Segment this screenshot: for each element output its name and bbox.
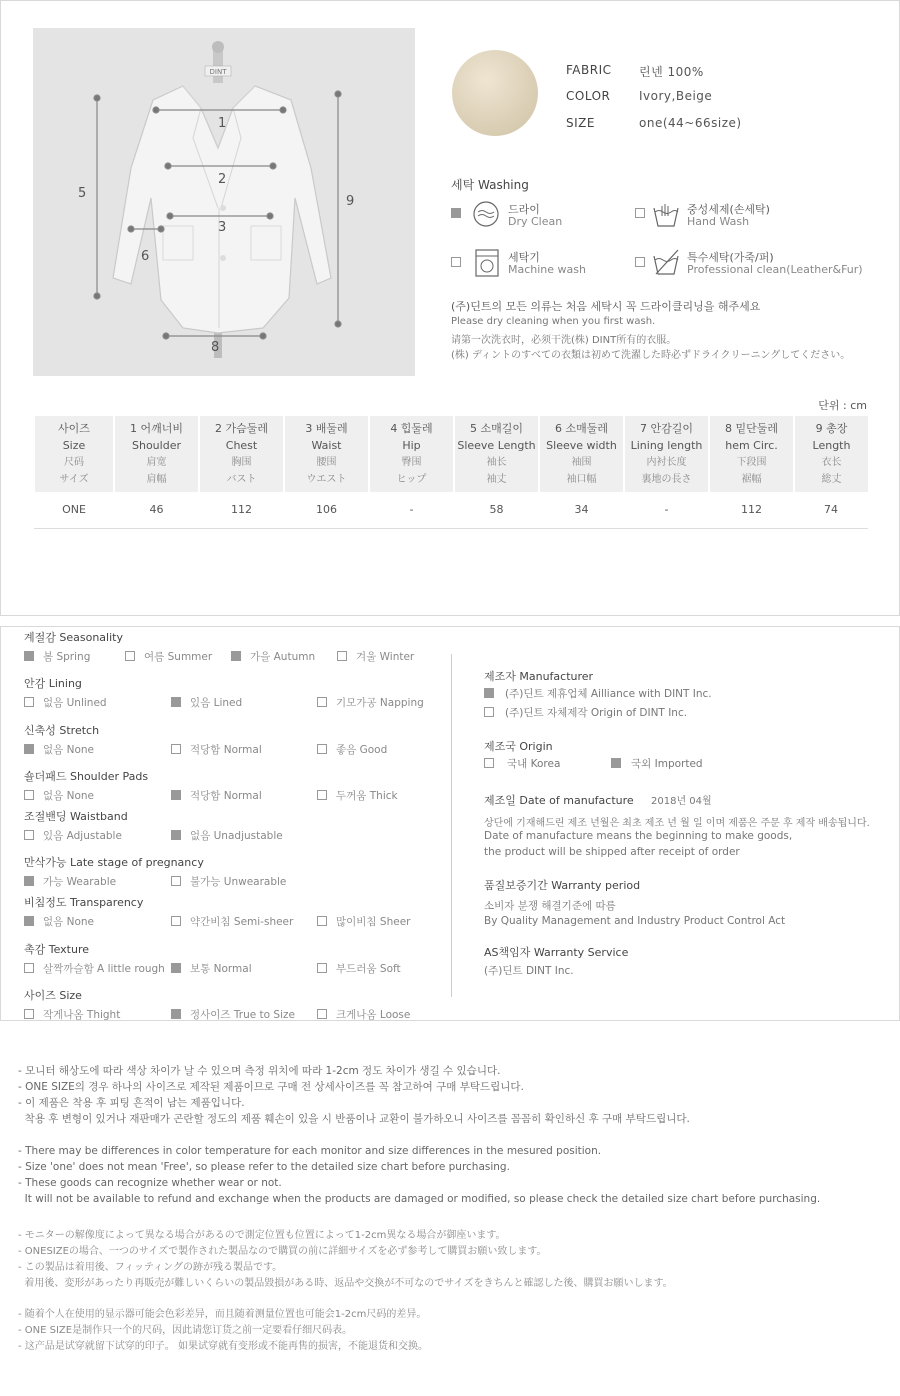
header-line: hem Circ.: [725, 439, 778, 452]
measure-label-2: 2: [218, 172, 227, 187]
disclaimer-line: - Size 'one' does not mean 'Free', so please refer to the detailed size chart before purchasing.: [18, 1161, 510, 1173]
washing-note-ja: (株) ディントのすべての衣類は初めて洗濯した時必ずドライクリーニングしてください。: [451, 350, 851, 361]
option-checkbox: [171, 1009, 181, 1019]
header-line: 9 총장: [815, 422, 848, 435]
header-line: 下段围: [736, 457, 767, 468]
table-row: [34, 492, 868, 528]
fabric-value: 린넨 100%: [639, 65, 704, 79]
header-line: 3 배둘레: [305, 422, 348, 435]
attribute-title: 만삭가능 Late stage of pregnancy: [24, 856, 204, 869]
table-cell: 34: [539, 492, 624, 528]
manufacture-date-note-en-2: the product will be shipped after receipt of order: [484, 846, 740, 858]
washing-note-zh: 请第一次洗衣时，必须干洗(株) DINT所有的衣服。: [451, 335, 677, 346]
option-checkbox: [24, 651, 34, 661]
color-label: COLOR: [566, 89, 611, 103]
attribute-title: 조절밴딩 Waistband: [24, 810, 128, 823]
dry-clean-checkbox: [451, 208, 461, 218]
table-cell: ONE: [34, 492, 114, 528]
header-line: Lining length: [630, 439, 703, 452]
option-checkbox: [317, 963, 327, 973]
option-label: 여름 Summer: [144, 651, 213, 663]
option-label: 없음 None: [43, 790, 95, 802]
hand-wash-checkbox: [635, 208, 645, 218]
size-table-body: [34, 492, 868, 528]
option-checkbox: [317, 1009, 327, 1019]
header-line: Chest: [225, 439, 258, 452]
manufacture-date-value: 2018년 04월: [651, 796, 712, 807]
option-label: 가을 Autumn: [250, 651, 316, 663]
professional-clean-label: 특수세탁(가죽/퍼): [687, 251, 774, 264]
option-checkbox: [231, 651, 241, 661]
size-table-header: [34, 416, 868, 492]
header-line: 内衬长度: [646, 457, 687, 468]
hand-wash-label: 중성세제(손세탁): [687, 203, 770, 216]
size-table-header-cell: [199, 416, 284, 492]
machine-wash-checkbox: [451, 257, 461, 267]
disclaimer-line: It will not be available to refund and exchange when the products are damaged or modified, so please check the detailed size chart before purchasing.: [18, 1193, 821, 1205]
option-checkbox: [317, 697, 327, 707]
disclaimer-line: - モニターの解像度によって異なる場合があるので測定位置も位置によって1-2cm異なる場合が御座います。: [18, 1230, 506, 1241]
header-line: バスト: [226, 474, 257, 485]
size-table-header-cell: [284, 416, 369, 492]
column-divider: [451, 654, 452, 997]
header-line: 袖长: [486, 457, 507, 468]
professional-clean-label-en: Professional clean(Leather&Fur): [687, 263, 863, 276]
header-line: 袖围: [571, 457, 592, 468]
header-line: 臀围: [401, 457, 422, 468]
header-line: 袖口幅: [566, 474, 597, 485]
option-label: 정사이즈 True to Size: [190, 1009, 295, 1021]
attribute-title: 촉감 Texture: [24, 943, 90, 956]
header-line: 裏地の長さ: [641, 474, 692, 485]
table-cell: 46: [114, 492, 199, 528]
option-label: 기모가공 Napping: [336, 697, 424, 709]
origin-imported-checkbox: [611, 758, 621, 768]
warranty-en: By Quality Management and Industry Product Control Act: [484, 915, 786, 927]
option-checkbox: [24, 697, 34, 707]
option-label: 작게나옴 Thight: [43, 1009, 121, 1021]
size-table: [33, 416, 868, 529]
measure-label-6: 6: [141, 249, 150, 264]
header-line: Waist: [311, 439, 342, 452]
option-label: 크게나옴 Loose: [336, 1009, 411, 1021]
option-label: 적당함 Normal: [190, 744, 262, 756]
disclaimer-line: - ONE SIZE是制作只一个的尺码，因此请您订货之前一定要看仔细尺码表。: [18, 1325, 353, 1336]
size-table-header-cell: [624, 416, 709, 492]
origin-korea-label: 국내 Korea: [507, 758, 561, 770]
attribute-title: 계절감 Seasonality: [24, 631, 123, 644]
option-checkbox: [24, 744, 34, 754]
option-checkbox: [317, 790, 327, 800]
disclaimer-line: - These goods can recognize whether wear or not.: [18, 1177, 282, 1189]
disclaimer-line: - ONESIZEの場合、一つのサイズで製作された製品なので購買の前に詳細サイズを必ず参考して購買お願い致します。: [18, 1246, 547, 1257]
machine-wash-label-en: Machine wash: [508, 263, 586, 276]
option-label: 두꺼움 Thick: [336, 790, 398, 802]
header-line: 腰围: [316, 457, 337, 468]
washing-note-ko: (주)딘트의 모든 의류는 처음 세탁시 꼭 드라이클리닝을 해주세요: [451, 300, 761, 313]
attribute-title: 숄더패드 Shoulder Pads: [24, 770, 149, 783]
measure-label-5: 5: [78, 186, 87, 201]
option-checkbox: [171, 916, 181, 926]
attribute-title: 신축성 Stretch: [24, 724, 100, 737]
header-line: Size: [62, 439, 86, 452]
size-table-header-cell: [369, 416, 454, 492]
origin-title: 제조국 Origin: [484, 740, 553, 753]
option-checkbox: [337, 651, 347, 661]
table-cell: -: [624, 492, 709, 528]
attribute-title: 사이즈 Size: [24, 989, 82, 1002]
header-line: 胸围: [231, 457, 252, 468]
disclaimer-line: - 모니터 해상도에 따라 색상 차이가 날 수 있으며 측정 위치에 따라 1-2cm 정도 차이가 생길 수 있습니다.: [18, 1065, 501, 1077]
header-line: Sleeve width: [546, 439, 617, 452]
option-label: 봄 Spring: [43, 651, 91, 663]
option-checkbox: [24, 963, 34, 973]
size-table-header-cell: [454, 416, 539, 492]
header-line: 肩幅: [146, 474, 167, 485]
header-line: 衣长: [821, 457, 842, 468]
option-label: 적당함 Normal: [190, 790, 262, 802]
size-table-header-cell: [709, 416, 794, 492]
header-line: 8 밑단둘레: [725, 422, 778, 435]
option-label: 없음 None: [43, 916, 95, 928]
header-line: 7 안감길이: [640, 422, 693, 435]
warranty-title: 품질보증기간 Warranty period: [484, 879, 641, 892]
dry-clean-label-en: Dry Clean: [508, 215, 563, 228]
origin-imported-label: 국외 Imported: [631, 758, 703, 770]
option-label: 없음 None: [43, 744, 95, 756]
measure-label-1: 1: [218, 116, 227, 131]
option-label: 있음 Adjustable: [43, 830, 122, 842]
disclaimer-line: - There may be differences in color temperature for each monitor and size differences in the mesured position.: [18, 1145, 602, 1157]
header-line: 総丈: [821, 474, 842, 485]
measurement-diagram: [33, 28, 415, 376]
header-line: 2 가슴둘레: [215, 422, 268, 435]
option-label: 좋음 Good: [336, 744, 388, 756]
manufacturer-alliance-label: (주)딘트 제휴업체 Ailliance with DINT Inc.: [505, 688, 712, 700]
disclaimer-line: - この製品は着用後、フィッティングの跡が残る製品です。: [18, 1262, 283, 1273]
table-cell: 58: [454, 492, 539, 528]
disclaimer-line: - 这产品是试穿就留下试穿的印子。 如果试穿就有变形或不能再售的损害，不能退货和交换。: [18, 1341, 428, 1352]
header-line: 5 소매길이: [470, 422, 523, 435]
professional-clean-icon: [652, 248, 680, 276]
option-checkbox: [317, 744, 327, 754]
table-cell: 112: [199, 492, 284, 528]
option-checkbox: [24, 916, 34, 926]
header-line: Sleeve Length: [457, 439, 536, 452]
manufacturer-origin-label: (주)딘트 자체제작 Origin of DINT Inc.: [505, 707, 688, 719]
manufacture-date-title: 제조일 Date of manufacture: [484, 794, 634, 807]
professional-clean-checkbox: [635, 257, 645, 267]
table-cell: -: [369, 492, 454, 528]
machine-wash-icon: [474, 248, 500, 278]
brand-tag: DINT: [209, 68, 227, 76]
header-line: ヒップ: [396, 474, 427, 485]
table-cell: 74: [794, 492, 868, 528]
attribute-title: 안감 Lining: [24, 677, 82, 690]
option-checkbox: [171, 744, 181, 754]
option-label: 불가능 Unwearable: [190, 876, 287, 888]
option-checkbox: [317, 916, 327, 926]
color-value: Ivory,Beige: [639, 89, 713, 103]
option-checkbox: [125, 651, 135, 661]
as-service-title: AS책임자 Warranty Service: [484, 946, 629, 959]
option-checkbox: [24, 876, 34, 886]
option-checkbox: [171, 697, 181, 707]
option-label: 겨울 Winter: [356, 651, 415, 663]
size-table-header-cell: [34, 416, 114, 492]
manufacture-date-note-ko: 상단에 기재해드린 제조 년월은 최초 제조 년 월 일 이며 제품은 주문 후 제작 배송됩니다.: [484, 818, 870, 829]
option-label: 살짝까슬함 A little rough: [43, 963, 165, 975]
size-table-header-cell: [114, 416, 199, 492]
disclaimer-line: - 이 제품은 착용 후 피팅 흔적이 남는 제품입니다.: [18, 1097, 245, 1109]
header-line: Shoulder: [132, 439, 181, 452]
header-line: 裾幅: [741, 474, 762, 485]
header-line: 1 어깨너비: [130, 422, 183, 435]
header-line: 4 힙둘레: [390, 422, 433, 435]
header-line: 袖丈: [486, 474, 507, 485]
size-value: one(44~66size): [639, 116, 742, 130]
manufacture-date-note-en-1: Date of manufacture means the beginning to make goods,: [484, 830, 793, 842]
option-checkbox: [24, 1009, 34, 1019]
warranty-ko: 소비자 분쟁 해결기준에 따름: [484, 900, 616, 912]
hand-wash-label-en: Hand Wash: [687, 215, 750, 228]
manufacturer-origin-checkbox: [484, 707, 494, 717]
origin-korea-checkbox: [484, 758, 494, 768]
size-table-header-cell: [794, 416, 868, 492]
disclaimer-line: - 随着个人在使用的显示器可能会色彩差异，而且随着测量位置也可能会1-2cm尺码的差异。: [18, 1309, 427, 1320]
jacket-illustration: [33, 28, 415, 376]
header-line: 사이즈: [58, 422, 90, 435]
option-checkbox: [171, 963, 181, 973]
header-line: Hip: [402, 439, 421, 452]
header-line: ウエスト: [306, 474, 347, 485]
disclaimer-line: 착용 후 변형이 있거나 재판매가 곤란할 정도의 제품 훼손이 있을 시 반품이나 교환이 불가하오니 사이즈를 꼼꼼히 확인하신 후 구매 부탁드립니다.: [18, 1113, 690, 1125]
measure-label-3: 3: [218, 220, 227, 235]
manufacturer-title: 제조자 Manufacturer: [484, 670, 594, 683]
size-table-header-cell: [539, 416, 624, 492]
header-line: Length: [812, 439, 851, 452]
measure-label-8: 8: [211, 340, 220, 355]
option-checkbox: [24, 830, 34, 840]
option-label: 보통 Normal: [190, 963, 252, 975]
option-label: 가능 Wearable: [43, 876, 117, 888]
header-line: 6 소매둘레: [555, 422, 608, 435]
fabric-label: FABRIC: [566, 63, 612, 77]
manufacturer-alliance-checkbox: [484, 688, 494, 698]
option-label: 없음 Unlined: [43, 697, 107, 709]
header-line: サイズ: [59, 474, 89, 485]
option-checkbox: [171, 790, 181, 800]
option-checkbox: [171, 876, 181, 886]
header-line: 尺码: [64, 457, 84, 468]
unit-label: 단위 : cm: [818, 399, 867, 412]
machine-wash-label: 세탁기: [508, 251, 540, 264]
disclaimer-line: - ONE SIZE의 경우 하나의 사이즈로 제작된 제품이므로 구매 전 상세사이즈를 꼭 참고하여 구매 부탁드립니다.: [18, 1081, 524, 1093]
dry-clean-label: 드라이: [508, 203, 540, 216]
size-label: SIZE: [566, 116, 595, 130]
hand-wash-icon: [652, 200, 680, 228]
option-label: 약간비침 Semi-sheer: [190, 916, 294, 928]
fabric-swatch: [452, 50, 538, 136]
measure-label-9: 9: [346, 194, 355, 209]
dry-clean-icon: [472, 200, 500, 228]
disclaimer-line: 着用後、変形があったり再販売が難しいくらいの製品毀損がある時、返品や交換が不可なのでサイズをきちんと確認した後、購買お願いします。: [18, 1278, 673, 1289]
header-line: 肩宽: [146, 457, 167, 468]
option-label: 있음 Lined: [190, 697, 243, 709]
option-label: 많이비침 Sheer: [336, 916, 411, 928]
table-cell: 112: [709, 492, 794, 528]
table-cell: 106: [284, 492, 369, 528]
option-checkbox: [24, 790, 34, 800]
washing-note-en: Please dry cleaning when you first wash.: [451, 316, 656, 327]
option-checkbox: [171, 830, 181, 840]
option-label: 없음 Unadjustable: [190, 830, 283, 842]
as-service-value: (주)딘트 DINT Inc.: [484, 965, 574, 977]
attribute-title: 비침정도 Transparency: [24, 896, 144, 909]
option-label: 부드러움 Soft: [336, 963, 401, 975]
washing-title: 세탁 Washing: [451, 178, 529, 192]
